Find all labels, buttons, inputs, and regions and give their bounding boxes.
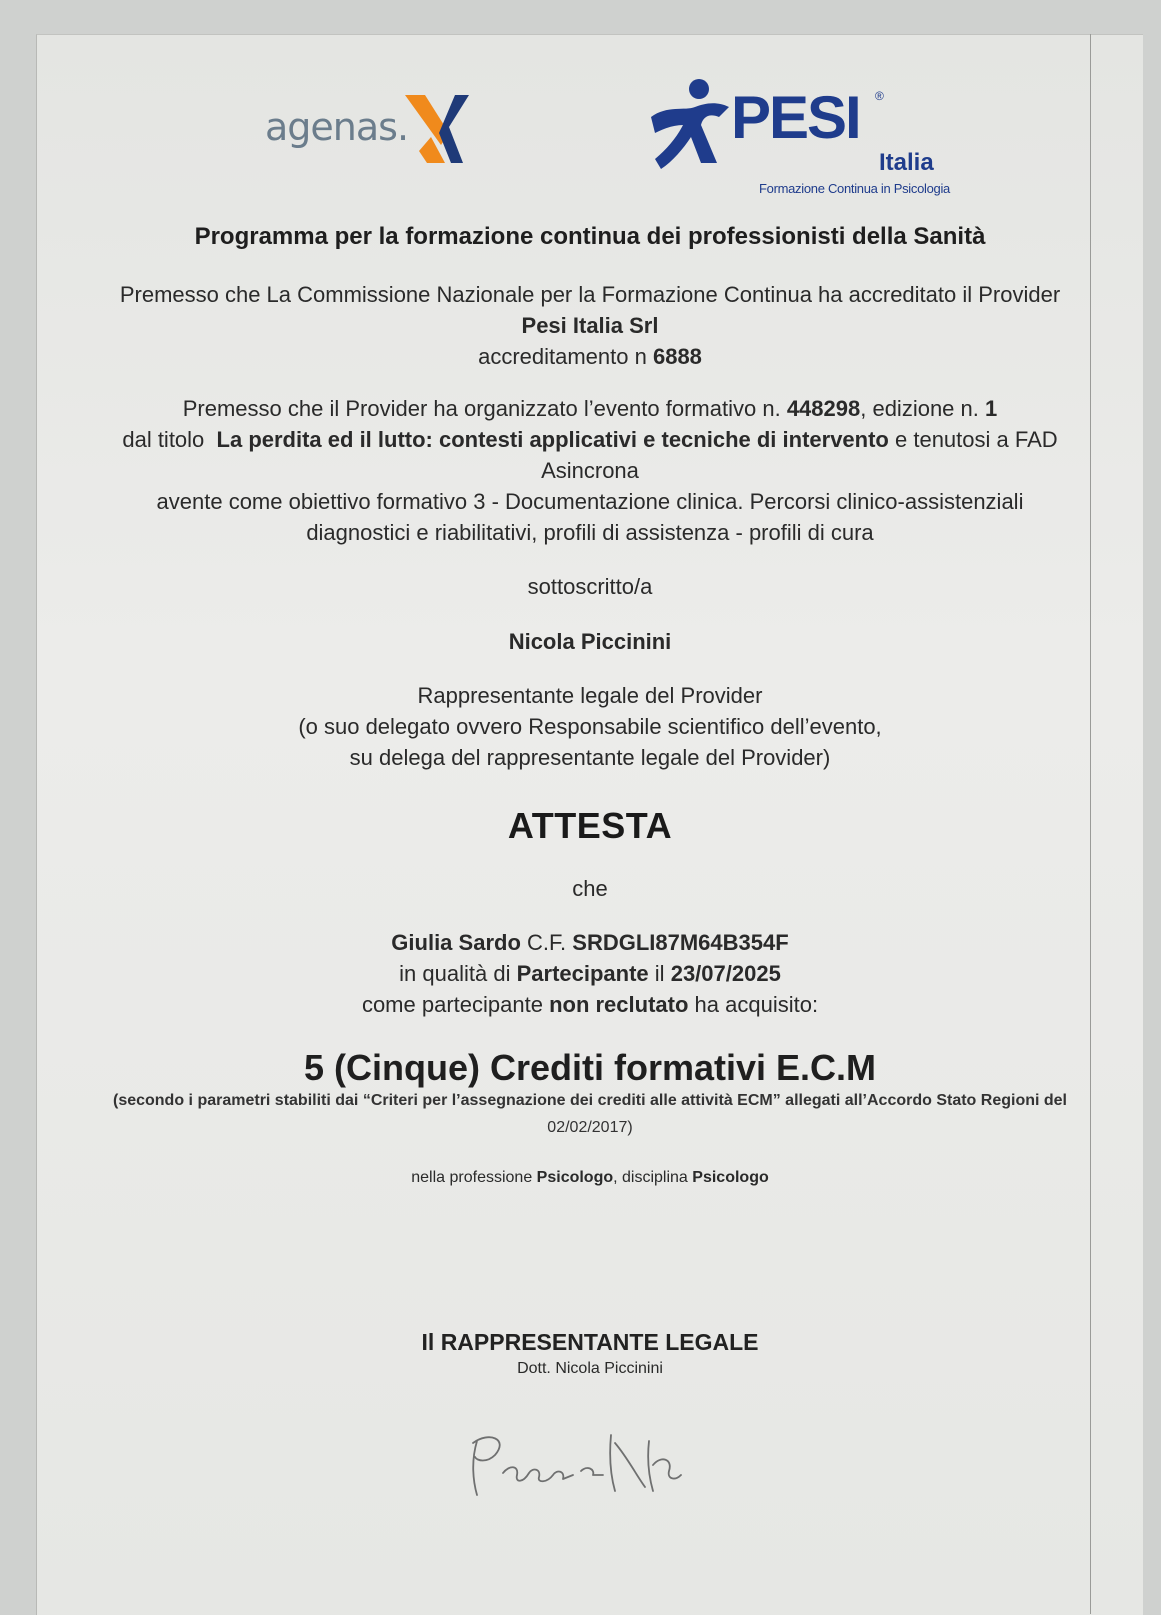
signatory-role	[37, 680, 1143, 773]
role-line-1: Rappresentante legale del Provider	[417, 683, 763, 708]
title-prefix: dal titolo	[122, 427, 205, 452]
role-line-3: su delega del rappresentante legale del Provider)	[349, 745, 831, 770]
signatory-label: sottoscritto/a	[527, 574, 653, 599]
signature-title: Il RAPPRESENTANTE LEGALE	[421, 1329, 759, 1355]
agenas-x-icon	[397, 89, 477, 169]
che-label: che	[572, 876, 608, 901]
participant-name: Giulia Sardo	[391, 930, 521, 955]
recruit-status: non reclutato	[549, 992, 689, 1017]
profession-value: Psicologo	[536, 1169, 614, 1186]
role-prefix: in qualità di	[399, 961, 511, 986]
recruit-line	[37, 989, 1143, 1020]
title-suffix: e tenutosi a FAD	[895, 427, 1058, 452]
pesi-tagline: Formazione Continua in Psicologia	[759, 181, 950, 196]
pesi-wordmark: PESI	[731, 84, 860, 151]
event-title: La perdita ed il lutto: contesti applicativi e tecniche di intervento	[216, 427, 889, 452]
role-date-line	[37, 958, 1143, 989]
pesi-country: Italia	[879, 149, 934, 176]
accreditation-line	[37, 341, 1143, 372]
criteria-line-1: (secondo i parametri stabiliti dai “Criteri per l’assegnazione dei crediti alle attività ECM” allegati all’Accordo Stato Regioni del	[112, 1092, 1067, 1109]
participant-cf: SRDGLI87M64B354F	[572, 930, 789, 955]
accreditation-prefix: accreditamento n	[478, 344, 647, 369]
logo-bar	[37, 35, 1143, 195]
profession-line	[37, 1164, 1143, 1191]
event-section	[37, 393, 1143, 548]
page-title: Programma per la formazione continua dei professionisti della Sanità	[194, 223, 986, 250]
event-number: 448298	[786, 396, 861, 421]
event-mode: Asincrona	[541, 458, 639, 483]
cf-label: C.F.	[527, 930, 567, 955]
discipline-value: Psicologo	[692, 1169, 769, 1186]
event-premise: Premesso che il Provider ha organizzato l’evento formativo n.	[182, 396, 781, 421]
discipline-prefix: , disciplina	[613, 1169, 688, 1186]
role-line-2: (o suo delegato ovvero Responsabile scientifico dell’evento,	[298, 714, 882, 739]
provider-name: Pesi Italia Srl	[521, 313, 659, 338]
edition-prefix: , edizione n.	[860, 396, 979, 421]
accreditation-number: 6888	[652, 344, 702, 369]
provider-section	[37, 279, 1143, 372]
signatory-name: Nicola Piccinini	[508, 629, 672, 654]
date-prefix: il	[654, 961, 665, 986]
agenas-wordmark: agenas.	[265, 105, 409, 149]
criteria-line-2: 02/02/2017)	[547, 1119, 633, 1136]
participant-section	[37, 927, 1143, 1020]
credits-heading: 5 (Cinque) Crediti formativi E.C.M	[303, 1047, 877, 1088]
handwritten-signature	[463, 1425, 683, 1501]
pesi-figure-icon	[647, 77, 737, 173]
objective-line-1: avente come obiettivo formativo 3 - Documentazione clinica. Percorsi clinico-assistenziali	[156, 489, 1024, 514]
recruit-prefix: come partecipante	[361, 992, 543, 1017]
provider-premise: Premesso che La Commissione Nazionale per la Formazione Continua ha accreditato il Provider	[119, 282, 1061, 307]
criteria-note	[37, 1087, 1143, 1141]
signature-name: Dott. Nicola Piccinini	[517, 1360, 663, 1377]
participant-line	[37, 927, 1143, 958]
edition-number: 1	[985, 396, 998, 421]
attesta-heading: ATTESTA	[507, 805, 673, 846]
title-line	[37, 424, 1143, 455]
objective-line-2: diagnostici e riabilitativi, profili di assistenza - profili di cura	[306, 520, 874, 545]
certificate-page	[36, 34, 1143, 1615]
page-edge	[1090, 34, 1091, 1614]
registered-mark: ®	[875, 89, 884, 103]
participant-date: 23/07/2025	[670, 961, 781, 986]
profession-prefix: nella professione	[411, 1169, 533, 1186]
event-line	[37, 393, 1143, 424]
agenas-logo	[265, 105, 408, 149]
participant-role: Partecipante	[516, 961, 649, 986]
recruit-suffix: ha acquisito:	[694, 992, 819, 1017]
